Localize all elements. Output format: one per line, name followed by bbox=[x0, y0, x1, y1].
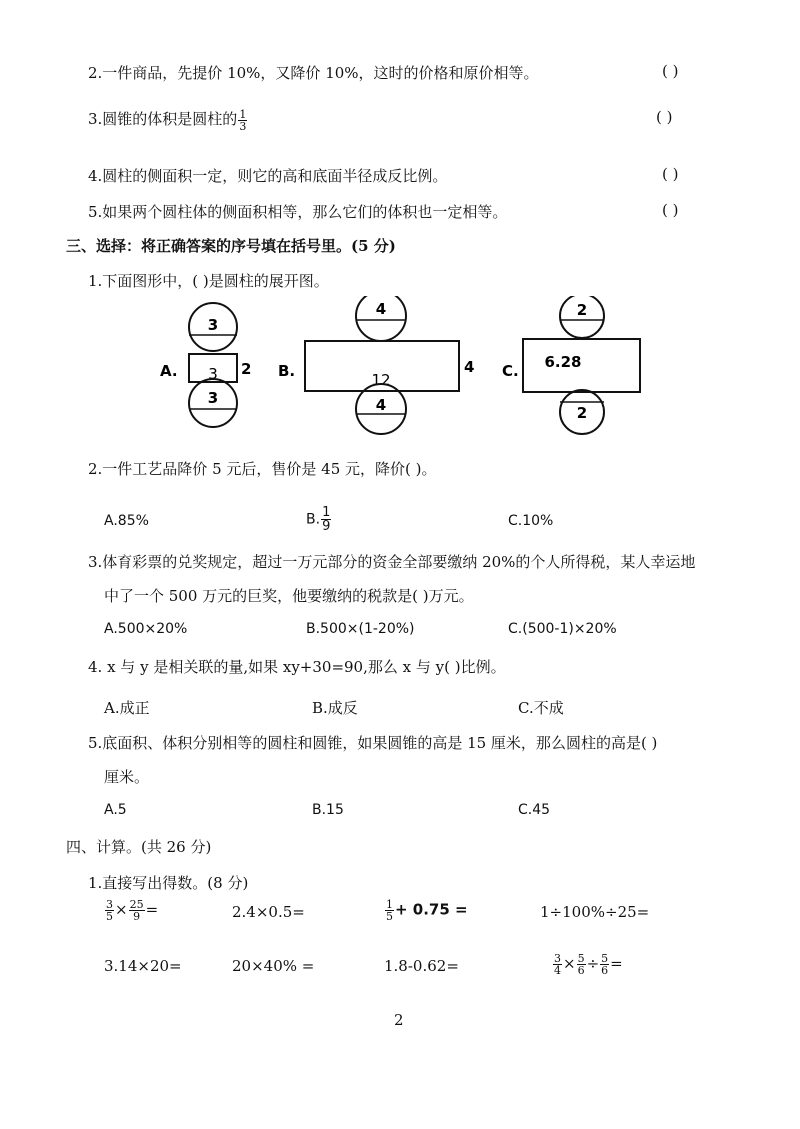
choice-q2-option-c[interactable]: C.10% bbox=[508, 513, 554, 529]
numerator: 1 bbox=[322, 505, 331, 520]
choice-q5-line2: 厘米。 bbox=[104, 768, 150, 786]
judge-q3 bbox=[88, 108, 248, 132]
judge-q2: 2.一件商品，先提价 10%，又降价 10%，这时的价格和原价相等。 bbox=[88, 64, 539, 82]
numerator: 1 bbox=[386, 898, 393, 911]
calc-r1c3 bbox=[384, 899, 468, 922]
figure-b bbox=[278, 296, 474, 434]
answer-paren[interactable]: ( ) bbox=[662, 201, 679, 219]
judge-q5: 5.如果两个圆柱体的侧面积相等，那么它们的体积也一定相等。 bbox=[88, 203, 508, 221]
numerator: 3 bbox=[554, 952, 561, 965]
circle-top-label: 3 bbox=[207, 316, 219, 334]
choice-q3-line2: 中了一个 500 万元的巨奖，他要缴纳的税款是( )万元。 bbox=[104, 587, 474, 605]
choice-q4-option-b[interactable]: B.成反 bbox=[312, 699, 358, 717]
circle-top-label: 4 bbox=[375, 300, 387, 318]
option-prefix: B. bbox=[306, 511, 321, 528]
numerator: 1 bbox=[239, 107, 247, 121]
denominator: 5 bbox=[386, 910, 393, 923]
figure-b-label: B. bbox=[278, 362, 296, 380]
calc-r2c4 bbox=[552, 953, 623, 976]
choice-q2-option-b[interactable] bbox=[306, 506, 332, 533]
denominator: 3 bbox=[239, 119, 247, 133]
denominator: 5 bbox=[106, 910, 113, 923]
figure-a-label: A. bbox=[160, 362, 178, 380]
judge-q3-text: 3.圆锥的体积是圆柱的 bbox=[88, 110, 238, 128]
section4-sub1: 1.直接写出得数。(8 分) bbox=[88, 874, 249, 892]
rect-label: 6.28 bbox=[544, 353, 582, 371]
choice-q1: 1.下面图形中，( )是圆柱的展开图。 bbox=[88, 272, 329, 290]
denominator: 4 bbox=[554, 964, 561, 977]
numerator: 5 bbox=[601, 952, 609, 965]
denominator: 6 bbox=[601, 964, 609, 977]
fraction bbox=[385, 899, 394, 922]
rect-label: 3 bbox=[208, 365, 218, 383]
choice-q2-option-a[interactable]: A.85% bbox=[104, 513, 149, 529]
fraction bbox=[129, 899, 145, 922]
fraction bbox=[105, 899, 114, 922]
calc-r2c2: 20×40% = bbox=[232, 957, 315, 975]
rect-side-label: 2 bbox=[241, 360, 252, 378]
figure-a bbox=[160, 303, 251, 427]
calc-r1c1 bbox=[104, 899, 158, 922]
operator: ÷ bbox=[586, 954, 600, 973]
section3-title: 三、选择：将正确答案的序号填在括号里。(5 分) bbox=[66, 237, 396, 255]
expression-tail: + 0.75 = bbox=[395, 900, 468, 919]
choice-q5-option-c[interactable]: C.45 bbox=[518, 802, 551, 818]
calc-r2c3: 1.8-0.62= bbox=[384, 957, 459, 975]
operator: × bbox=[563, 954, 576, 973]
choice-q2: 2.一件工艺品降价 5 元后，售价是 45 元，降价( )。 bbox=[88, 460, 437, 478]
choice-q4-option-a[interactable]: A.成正 bbox=[104, 699, 150, 717]
fraction bbox=[321, 506, 331, 533]
rect-label: 12 bbox=[371, 371, 391, 389]
choice-q3-option-c[interactable]: C.(500-1)×20% bbox=[508, 621, 617, 637]
choice-q3-option-b[interactable]: B.500×(1-20%) bbox=[306, 621, 415, 637]
circle-bottom-label: 3 bbox=[207, 389, 219, 407]
answer-paren[interactable]: ( ) bbox=[662, 165, 679, 183]
equals: = bbox=[145, 900, 159, 919]
denominator: 9 bbox=[322, 519, 331, 534]
numerator: 25 bbox=[129, 898, 144, 911]
calc-r1c2: 2.4×0.5= bbox=[232, 903, 305, 921]
calc-r2c1: 3.14×20= bbox=[104, 957, 182, 975]
equals: = bbox=[610, 954, 623, 973]
judge-q4: 4.圆柱的侧面积一定，则它的高和底面半径成反比例。 bbox=[88, 167, 448, 185]
fraction bbox=[238, 109, 247, 132]
answer-paren[interactable]: ( ) bbox=[662, 62, 679, 80]
circle-bottom-label: 2 bbox=[576, 404, 588, 422]
choice-q5-line1: 5.底面积、体积分别相等的圆柱和圆锥，如果圆锥的高是 15 厘米，那么圆柱的高是( ) bbox=[88, 734, 658, 752]
numerator: 3 bbox=[106, 898, 113, 911]
choice-q3-option-a[interactable]: A.500×20% bbox=[104, 621, 188, 637]
calc-r1c4: 1÷100%÷25= bbox=[540, 903, 650, 921]
figure-c-label: C. bbox=[502, 362, 519, 380]
fraction bbox=[577, 953, 586, 976]
choice-q5-option-b[interactable]: B.15 bbox=[312, 802, 344, 818]
denominator: 9 bbox=[133, 910, 141, 923]
choice-q4-option-c[interactable]: C.不成 bbox=[518, 699, 564, 717]
denominator: 6 bbox=[577, 964, 585, 977]
section4-title: 四、计算。(共 26 分) bbox=[66, 838, 212, 856]
answer-paren[interactable]: ( ) bbox=[656, 108, 673, 126]
cylinder-net-figures bbox=[150, 296, 650, 444]
numerator: 5 bbox=[577, 952, 585, 965]
figure-c bbox=[502, 296, 640, 434]
choice-q5-option-a[interactable]: A.5 bbox=[104, 802, 127, 818]
fraction bbox=[553, 953, 562, 976]
choice-q3-line1: 3.体育彩票的兑奖规定，超过一万元部分的资金全部要缴纳 20%的个人所得税，某人幸运地 bbox=[88, 553, 696, 571]
circle-top-label: 2 bbox=[576, 301, 588, 319]
choice-q4: 4. x 与 y 是相关联的量,如果 xy+30=90,那么 x 与 y( )比例。 bbox=[88, 658, 506, 676]
circle-bottom-label: 4 bbox=[375, 396, 387, 414]
fraction bbox=[600, 953, 609, 976]
operator: × bbox=[115, 900, 128, 919]
rect-side-label: 4 bbox=[464, 358, 475, 376]
page-number: 2 bbox=[394, 1011, 404, 1029]
